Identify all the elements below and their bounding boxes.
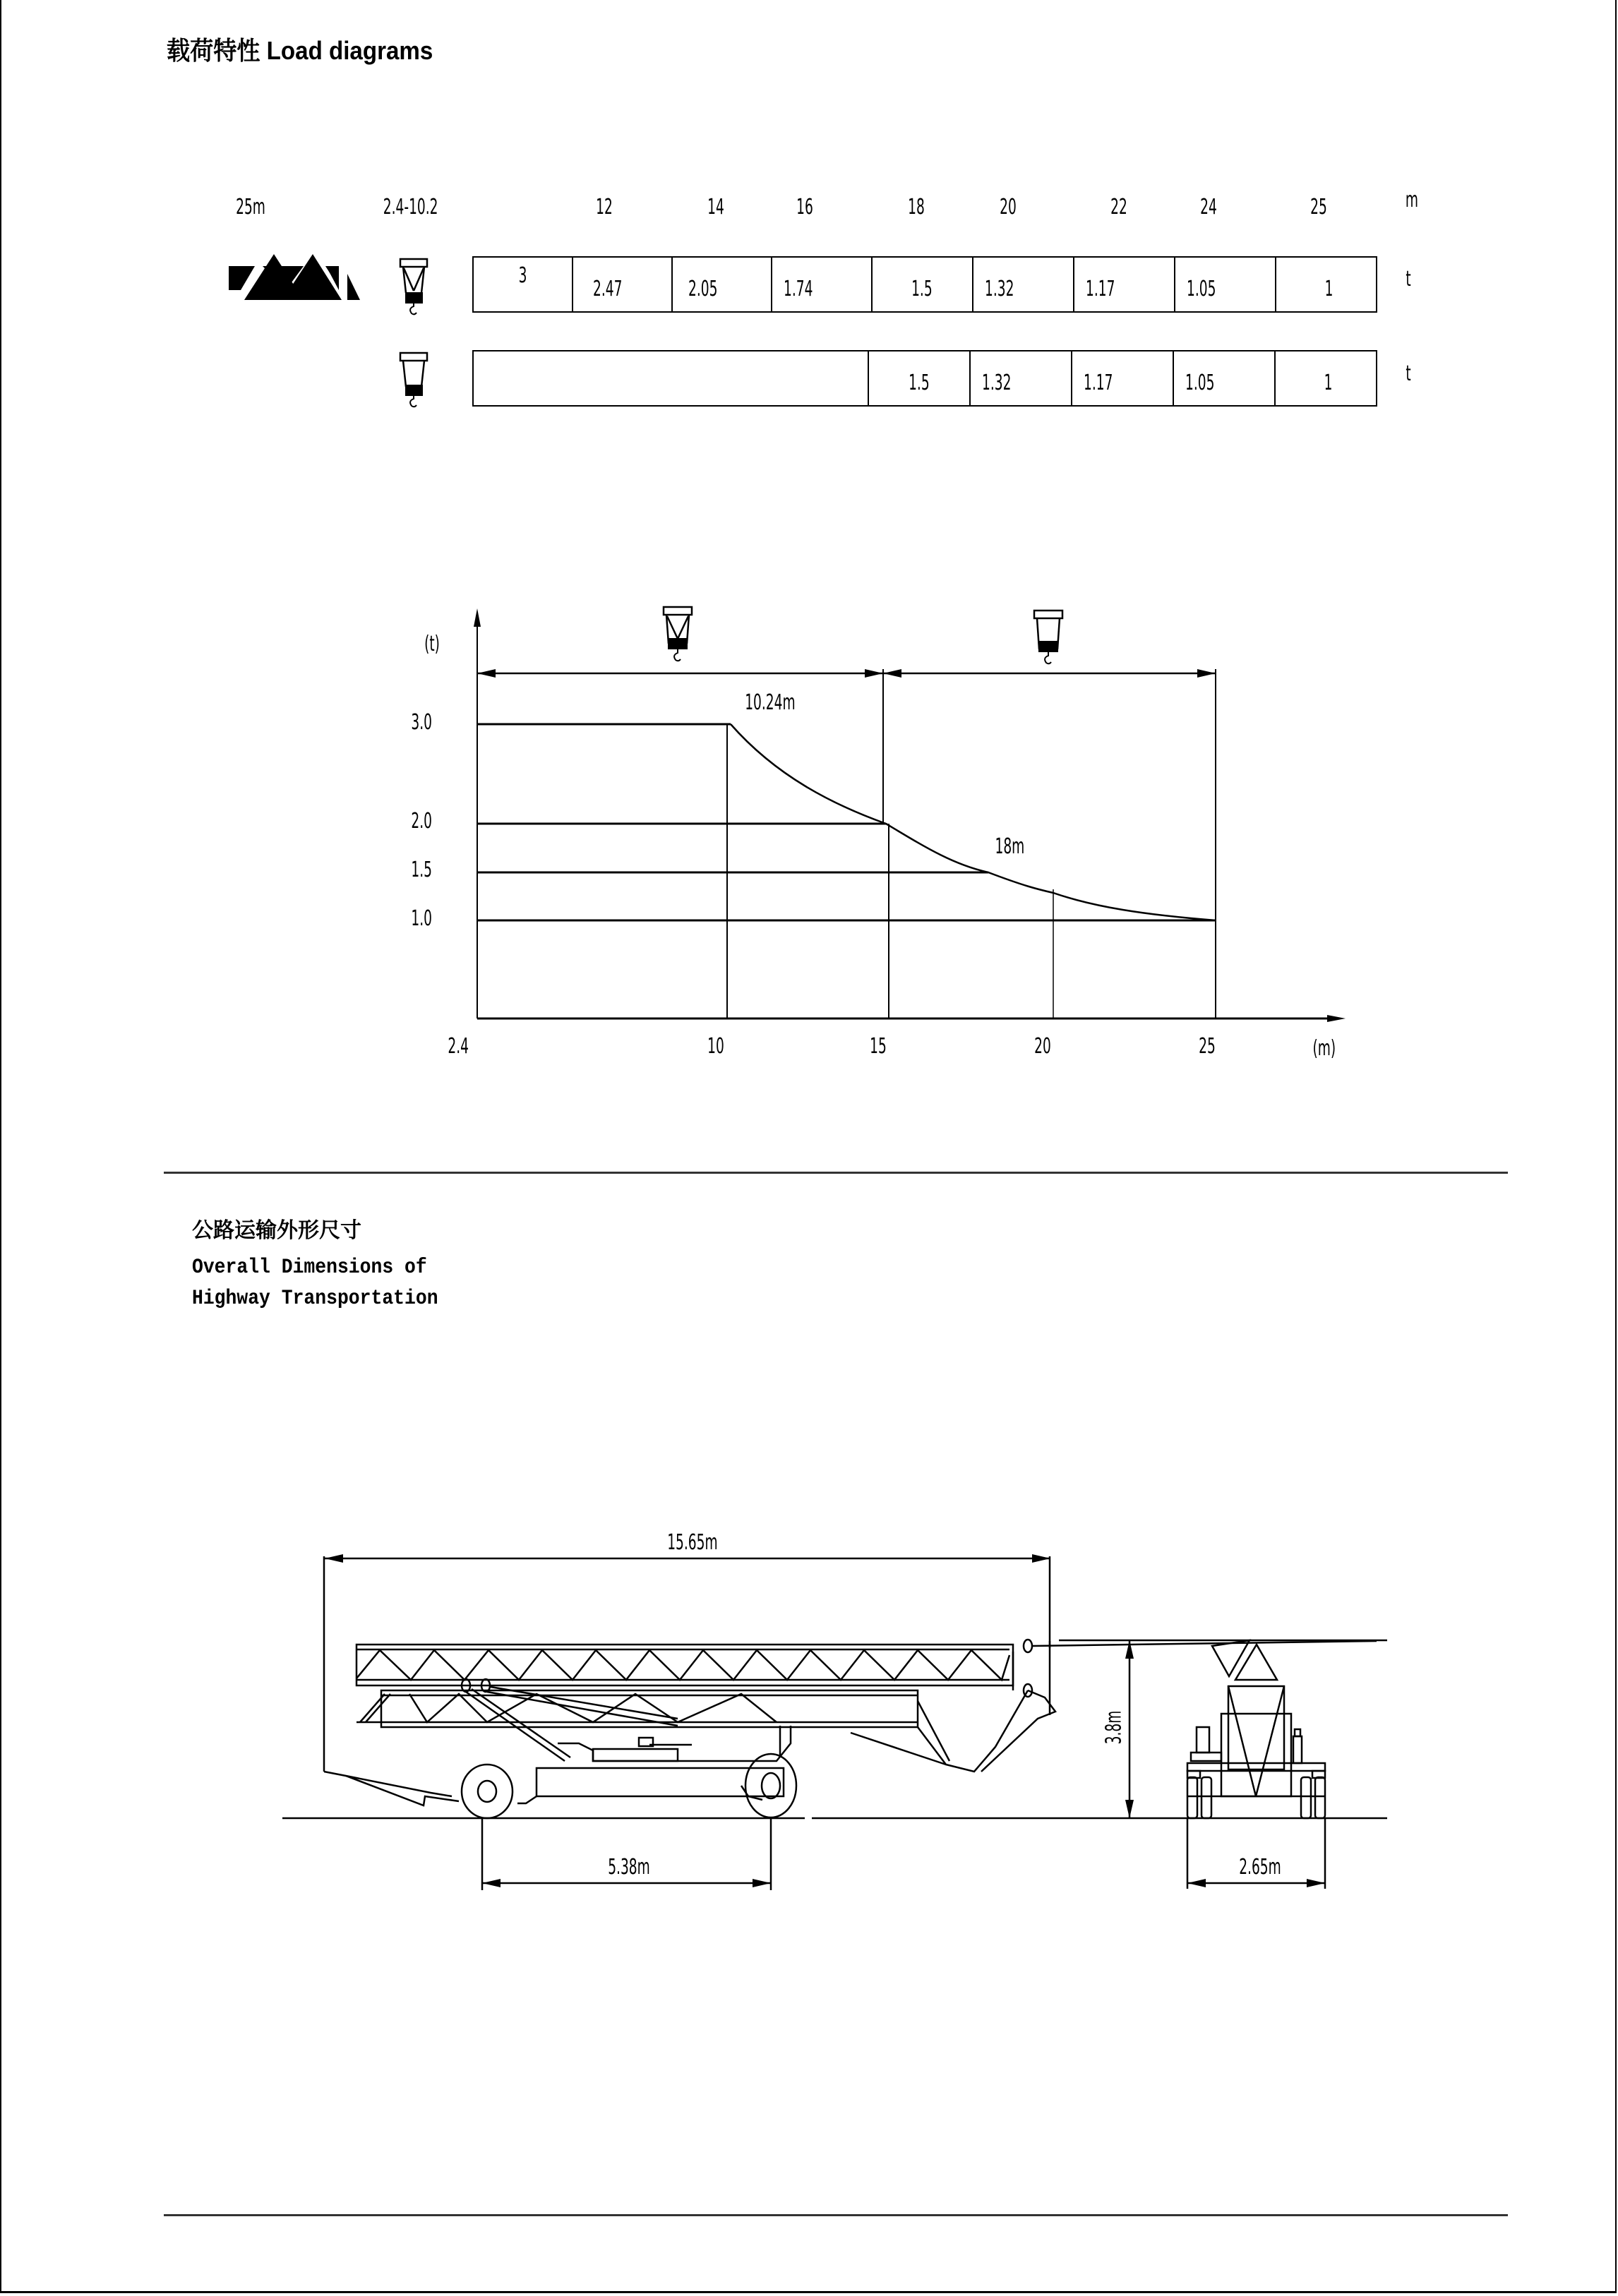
- x-tick-15: 15: [870, 1034, 887, 1059]
- radius-header-0: 2.4-10.2: [383, 195, 438, 220]
- width-dimension: 2.65m: [1239, 1855, 1281, 1880]
- radius-header-3: 16: [796, 195, 813, 220]
- radius-header-5: 20: [1000, 195, 1017, 220]
- y-tick-3.0: 3.0: [411, 710, 432, 735]
- y-axis-unit: (t): [424, 632, 440, 656]
- radius-header-8: 25: [1310, 195, 1327, 220]
- annotation-10.24m: 10.24m: [745, 690, 796, 715]
- load-unit-row-2: t: [1406, 361, 1411, 386]
- height-dimension: 3.8m: [1101, 1710, 1127, 1745]
- transport-title-en-line2: Highway Transportation: [192, 1287, 438, 1311]
- wheelbase-dimension: 5.38m: [608, 1855, 650, 1880]
- load-unit-row-1: t: [1406, 267, 1411, 291]
- boom-length-label: 25m: [236, 195, 265, 220]
- load-cell: 1: [1276, 257, 1377, 312]
- page-title: 载荷特性 Load diagrams: [167, 36, 433, 65]
- transport-title-cn: 公路运输外形尺寸: [192, 1219, 361, 1242]
- radius-header-1: 12: [596, 195, 613, 220]
- x-tick-2.4: 2.4: [448, 1034, 469, 1059]
- y-tick-1.5: 1.5: [411, 858, 432, 882]
- y-tick-2.0: 2.0: [411, 809, 432, 834]
- annotation-18m: 18m: [995, 834, 1025, 859]
- x-tick-25: 25: [1199, 1034, 1216, 1059]
- x-axis-unit: (m): [1312, 1036, 1336, 1061]
- radius-header-2: 14: [707, 195, 724, 220]
- load-cell: 1.32: [970, 351, 1072, 406]
- load-cell: 1.74: [772, 257, 871, 312]
- load-cell: 1.5: [868, 351, 970, 406]
- radius-header-4: 18: [908, 195, 925, 220]
- load-cell: 1.05: [1175, 257, 1276, 312]
- load-cell: 1.5: [872, 257, 973, 312]
- load-cell: 3: [473, 257, 573, 312]
- x-tick-20: 20: [1034, 1034, 1051, 1059]
- load-cell: 2.05: [672, 257, 772, 312]
- overall-length-dimension: 15.65m: [667, 1530, 718, 1555]
- load-cell: 2.47: [573, 257, 672, 312]
- load-cell: 1.32: [973, 257, 1074, 312]
- load-cell: 1.05: [1173, 351, 1275, 406]
- radius-header-6: 22: [1110, 195, 1127, 220]
- footer-divider: [164, 2214, 1508, 2216]
- load-cell: 1: [1275, 351, 1377, 406]
- x-tick-10: 10: [707, 1034, 724, 1059]
- transport-title-en-line1: Overall Dimensions of: [192, 1256, 427, 1280]
- radius-unit: m: [1405, 188, 1419, 212]
- load-cell: 1.17: [1072, 351, 1173, 406]
- y-tick-1.0: 1.0: [411, 906, 432, 931]
- radius-header-7: 24: [1200, 195, 1217, 220]
- load-cell: 1.17: [1074, 257, 1175, 312]
